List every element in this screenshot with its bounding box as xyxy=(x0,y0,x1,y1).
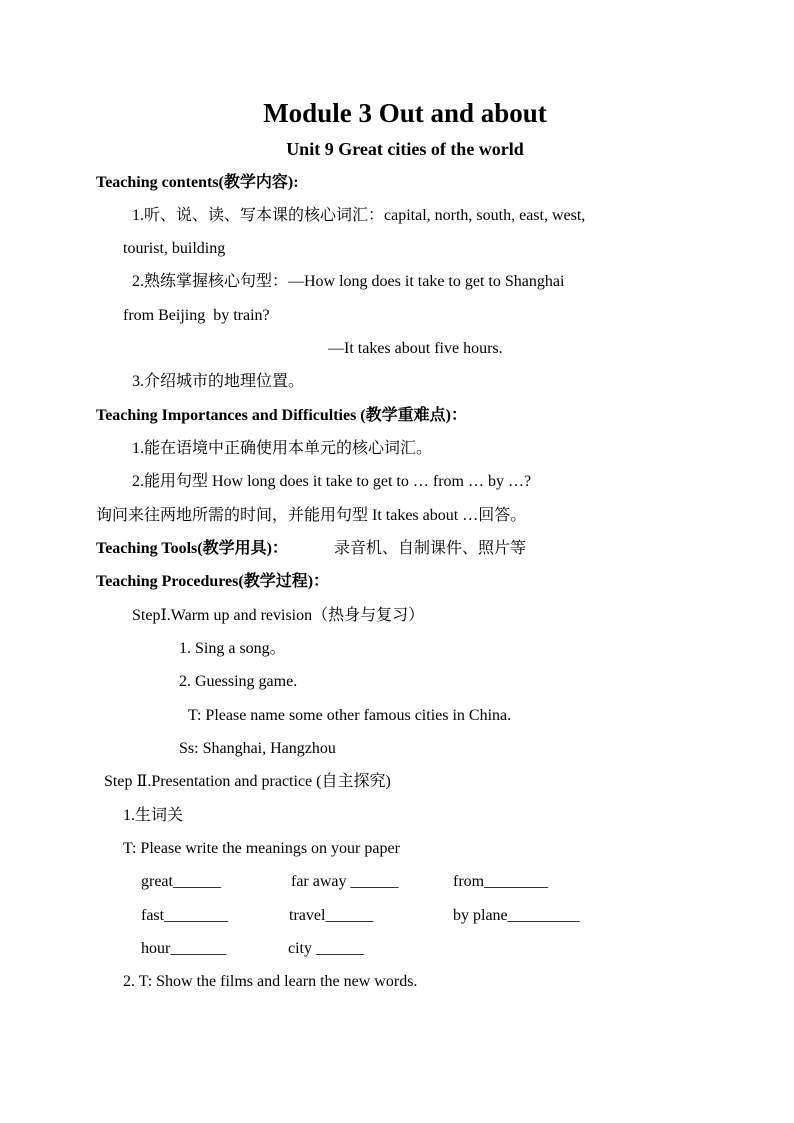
section-heading-contents: Teaching contents(教学内容): xyxy=(96,174,299,191)
step-2-item-1: 1.生词关 xyxy=(123,807,184,824)
contents-item-1-line-2: tourist, building xyxy=(123,240,226,257)
importances-item-2-line-1: 2.能用句型 How long does it take to get to … from … by …? xyxy=(132,473,532,490)
step-2-teacher-line: T: Please write the meanings on your paper xyxy=(123,840,400,857)
step-2-heading: Step Ⅱ.Presentation and practice (自主探究) xyxy=(104,773,391,790)
importances-item-1: 1.能在语境中正确使用本单元的核心词汇。 xyxy=(132,440,433,457)
contents-item-3: 3.介绍城市的地理位置。 xyxy=(132,373,305,390)
tools-text: 录音机、自制课件、照片等 xyxy=(334,540,527,557)
step-1-heading: StepⅠ.Warm up and revision（热身与复习） xyxy=(132,607,425,624)
step-2-item-2: 2. T: Show the films and learn the new words. xyxy=(123,973,418,990)
step-1-teacher-line: T: Please name some other famous cities in China. xyxy=(188,707,512,724)
vocab-blank-far-away: far away ______ xyxy=(291,873,399,890)
contents-item-1-line-1: 1.听、说、读、写本课的核心词汇：capital, north, south, east, west, xyxy=(132,207,586,224)
importances-item-2-line-2: 询问来往两地所需的时间，并能用句型 It takes about …回答。 xyxy=(96,507,527,524)
section-heading-importances: Teaching Importances and Difficulties (教学重难点)： xyxy=(96,407,467,424)
step-1-item-2: 2. Guessing game. xyxy=(179,673,298,690)
vocab-blank-hour: hour_______ xyxy=(141,940,227,957)
vocab-blank-by-plane: by plane_________ xyxy=(453,907,580,924)
vocab-blank-travel: travel______ xyxy=(289,907,374,924)
step-1-students-line: Ss: Shanghai, Hangzhou xyxy=(179,740,336,757)
contents-item-2-line-2: from Beijing by train? xyxy=(123,307,270,324)
document-title: Module 3 Out and about xyxy=(263,98,547,128)
section-heading-tools: Teaching Tools(教学用具)： xyxy=(96,540,288,557)
contents-item-2-line-3: —It takes about five hours. xyxy=(328,340,503,357)
vocab-blank-great: great______ xyxy=(141,873,221,890)
document-subtitle: Unit 9 Great cities of the world xyxy=(286,139,524,159)
step-1-item-1: 1. Sing a song。 xyxy=(179,640,286,657)
contents-item-2-line-1: 2.熟练掌握核心句型：—How long does it take to get to Shanghai xyxy=(132,273,565,290)
vocab-blank-city: city ______ xyxy=(288,940,364,957)
vocab-blank-fast: fast________ xyxy=(141,907,229,924)
section-heading-procedures: Teaching Procedures(教学过程)： xyxy=(96,573,330,590)
vocab-blank-from: from________ xyxy=(453,873,549,890)
